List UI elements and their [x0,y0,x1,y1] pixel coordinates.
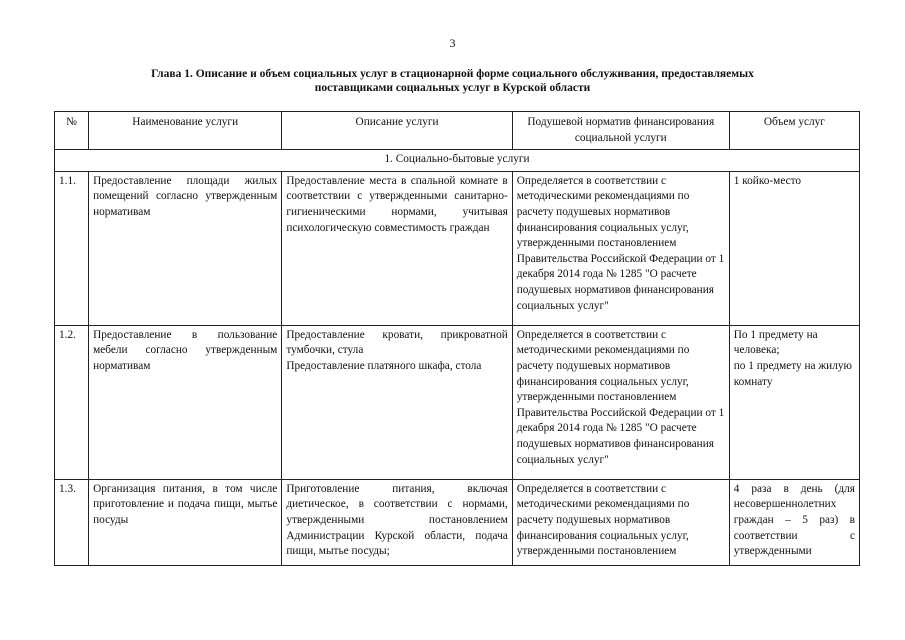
row-name: Организация питания, в том числе приготовление и подача пищи, мытье посуды [89,479,282,565]
row-name: Предоставление площади жилых помещений согласно утвержденным нормативам [89,171,282,325]
row-norm: Определяется в соответствии с методическими рекомендациями по расчету подушевых нормативов финансирования социальных услуг, утвержденными постановлением [512,479,729,565]
row-volume-line-1: По 1 предмету на человека; [733,328,818,357]
header-description: Описание услуги [282,112,512,150]
row-num: 1.3. [55,479,89,565]
row-volume [729,325,859,479]
services-table [54,111,860,566]
header-name: Наименование услуги [89,112,282,150]
chapter-heading-line-1: Глава 1. Описание и объем социальных услуг в стационарной форме социального обслуживания, предоставляемых [151,68,754,80]
row-volume: 1 койко-место [729,171,859,325]
table-row [55,325,860,479]
chapter-heading-line-2: поставщиками социальных услуг в Курской области [314,82,591,94]
row-description-line-2: Предоставление платяного шкафа, стола [286,359,482,372]
row-description: Предоставление места в спальной комнате в соответствии с утвержденными санитарно-гигиеническими нормами, учитывая психологическую совместимость граждан [282,171,512,325]
row-name: Предоставление в пользование мебели согласно утвержденным нормативам [89,325,282,479]
page-number: 3 [449,36,456,50]
table-row [55,479,860,565]
chapter-heading [90,67,815,95]
table-header-row [55,112,860,150]
row-norm: Определяется в соответствии с методическими рекомендациями по расчету подушевых нормативов финансирования социальных услуг, утвержденными постановлением Правительства Российской Федерации от 1 декабря 2014 года № 1285 "О расчете подушевых нормативов финансирования социальных услуг" [512,171,729,325]
section-title: 1. Социально-бытовые услуги [55,150,860,172]
header-num: № [55,112,89,150]
row-num: 1.2. [55,325,89,479]
row-volume: 4 раза в день (для несовершеннолетних граждан – 5 раз) в соответствии с утвержденными [729,479,859,565]
row-num: 1.1. [55,171,89,325]
row-volume-line-2: по 1 предмету на жилую комнату [733,359,852,388]
row-description: Приготовление питания, включая диетическое, в соответствии с нормами, утвержденными постановлением Администрации Курской области, подача пищи, мытье посуды; [282,479,512,565]
row-norm: Определяется в соответствии с методическими рекомендациями по расчету подушевых нормативов финансирования социальных услуг, утвержденными постановлением Правительства Российской Федерации от 1 декабря 2014 года № 1285 "О расчете подушевых нормативов финансирования социальных услуг" [512,325,729,479]
row-description [282,325,512,479]
header-volume: Объем услуг [729,112,859,150]
row-description-line-1: Предоставление кровати, прикроватной тумбочки, стула [286,328,508,357]
table-row [55,171,860,325]
header-norm: Подушевой норматив финансирования социальной услуги [512,112,729,150]
section-row [55,150,860,172]
